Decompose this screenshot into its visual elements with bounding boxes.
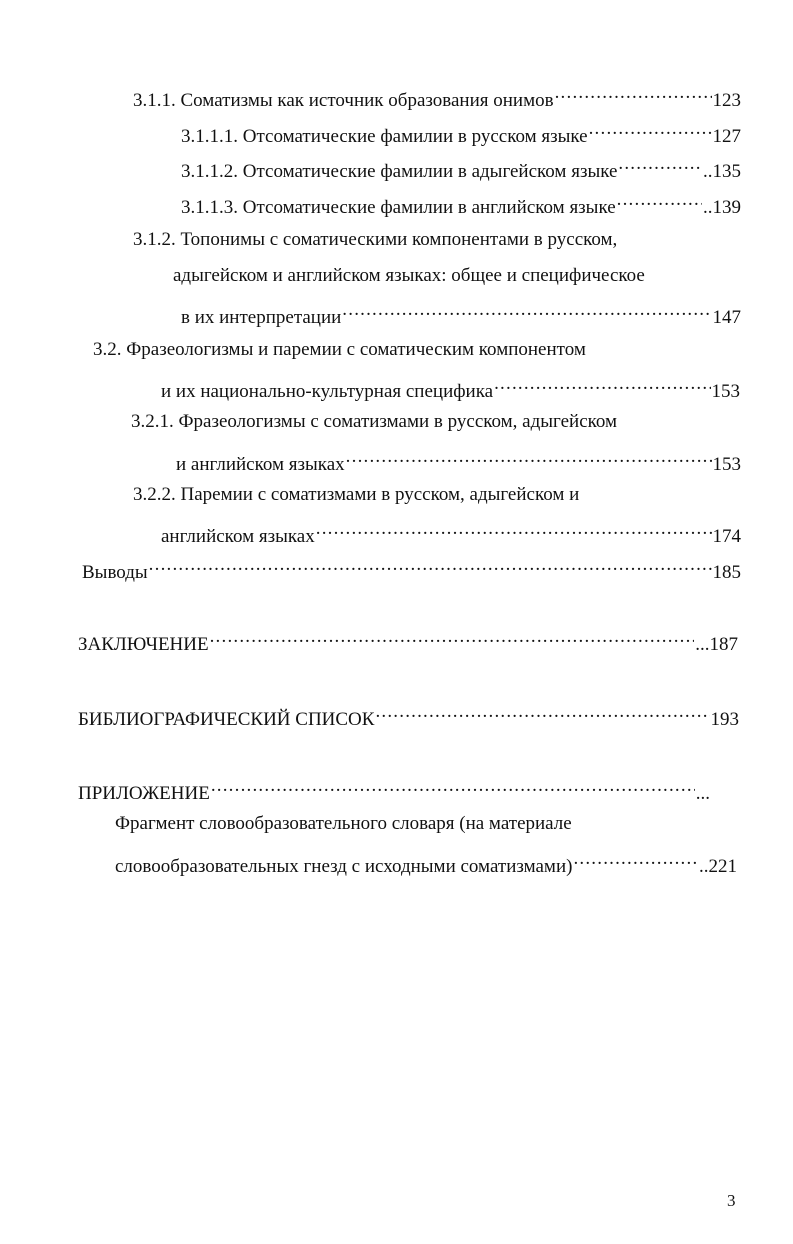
toc-page-number: 193 [710,709,739,730]
toc-entry-conclusions[interactable] [82,554,741,585]
toc-entry-3-1-1-1[interactable] [181,118,741,149]
toc-entry-text: ЗАКЛЮЧЕНИЕ [78,634,209,655]
dot-leader [617,189,702,213]
toc-page-number: ...187 [695,634,738,655]
dot-leader [589,118,712,142]
dot-leader [346,446,712,470]
toc-entry-3-2-1-line2[interactable] [176,446,741,477]
toc-entry-3-1-2-line1[interactable]: 3.1.2. Топонимы с соматическими компонентами в русском, [133,229,618,250]
toc-entry-text: БИБЛИОГРАФИЧЕСКИЙ СПИСОК [78,709,375,730]
toc-entry-3-2-1-line1[interactable]: 3.2.1. Фразеологизмы с соматизмами в русском, адыгейском [131,411,618,432]
page-number: 3 [727,1191,736,1210]
toc-entry-text: 3.1.1.3. Отсоматические фамилии в английском языке [181,197,616,218]
dot-leader [618,153,702,177]
toc-entry-3-1-1-3[interactable] [181,189,741,220]
toc-entry-bibliography[interactable] [78,701,739,732]
toc-entry-text: в их интерпретации [181,307,342,328]
toc-entry-text: Выводы [82,562,148,583]
toc-entry-3-2-line1[interactable]: 3.2. Фразеологизмы и паремии с соматическим компонентом [93,339,586,360]
dot-leader [573,848,698,872]
toc-entry-appendix-fragment-line2[interactable] [115,848,737,879]
toc-entry-text: и их национально-культурная специфика [161,381,494,402]
toc-page-number: 153 [712,454,741,475]
toc-page-number: ..135 [703,161,741,182]
toc-entry-3-1-1[interactable] [133,82,741,113]
toc-entry-zaklyuchenie[interactable] [78,626,738,657]
toc-entry-3-2-2-line1[interactable]: 3.2.2. Паремии с соматизмами в русском, адыгейском и [133,484,580,505]
toc-entry-text: 3.1.1.2. Отсоматические фамилии в адыгейском языке [181,161,618,182]
dot-leader [494,373,710,397]
toc-page-number: 174 [712,526,741,547]
toc-entry-text: и английском языках [176,454,345,475]
dot-leader [149,554,712,578]
toc-entry-3-1-1-2[interactable] [181,153,741,184]
toc-page-number: 153 [711,381,740,402]
toc-entry-text: английском языках [161,526,315,547]
toc-entry-text: словообразовательных гнезд с исходными соматизмами) [115,856,573,877]
dot-leader [210,626,695,650]
toc-entry-3-1-2-line3[interactable] [181,299,741,330]
toc-entry-3-2-2-line2[interactable] [161,518,741,549]
toc-page-number: ..139 [703,197,741,218]
toc-page-number: ... [695,783,710,804]
toc-entry-3-1-2-line2[interactable]: адыгейском и английском языках: общее и специфическое [173,265,645,286]
toc-entry-3-2-line2[interactable] [161,373,740,404]
toc-page-number: ..221 [699,856,737,877]
toc-entry-text: ПРИЛОЖЕНИЕ [78,783,210,804]
toc-entry-appendix[interactable] [78,775,710,806]
dot-leader [316,518,712,542]
toc-page-number: 147 [712,307,741,328]
toc-page-number: 127 [712,126,741,147]
toc-entry-appendix-fragment-line1[interactable]: Фрагмент словообразовательного словаря (на материале [115,813,572,834]
toc-page-number: 185 [712,562,741,583]
dot-leader [555,82,712,106]
dot-leader [375,701,709,725]
toc-entry-text: 3.1.1.1. Отсоматические фамилии в русском языке [181,126,588,147]
toc-entry-text: 3.1.1. Соматизмы как источник образования онимов [133,90,554,111]
dot-leader [211,775,695,799]
dot-leader [342,299,711,323]
toc-page-number: 123 [712,90,741,111]
